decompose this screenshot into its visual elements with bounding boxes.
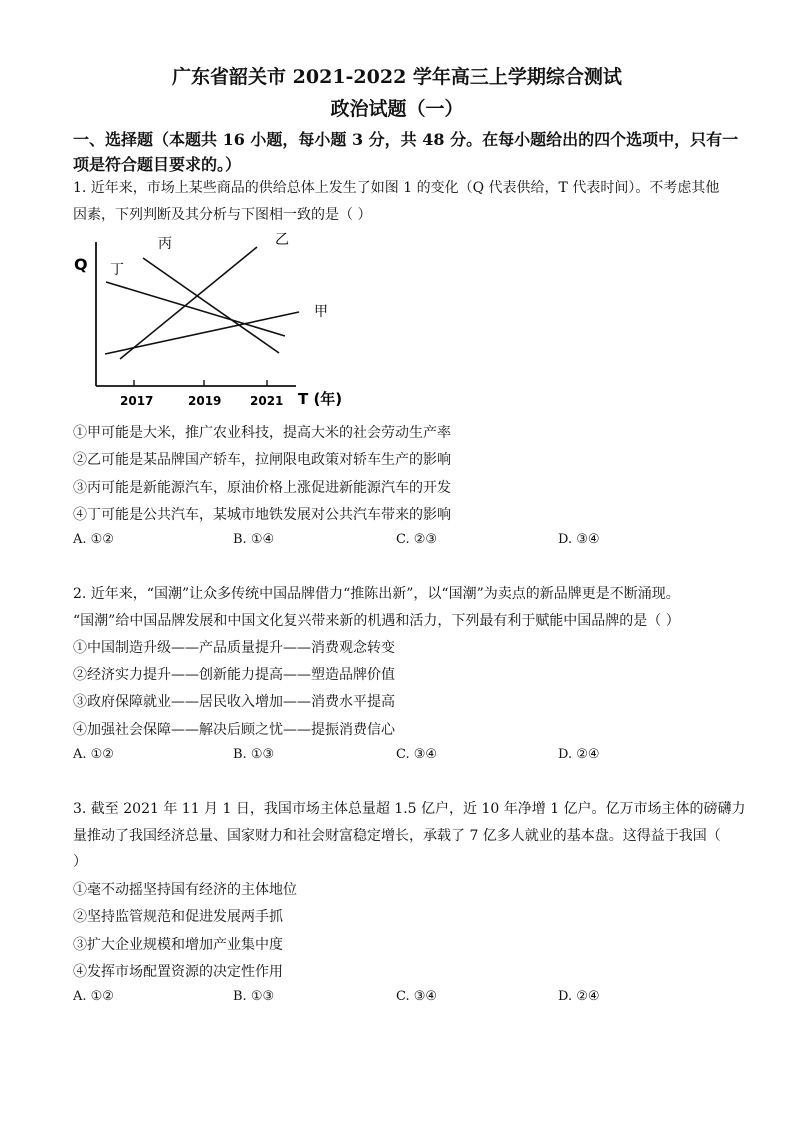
x-tick-label-2017: 2017 <box>120 394 154 408</box>
q2-option-1: ①中国制造升级——产品质量提升——消费观念转变 <box>73 640 395 656</box>
q2-answer-b: B. ①③ <box>233 747 275 762</box>
series-label-bing: 丙 <box>158 236 172 252</box>
q1-answer-c: C. ②③ <box>396 532 438 547</box>
q1-answer-b: B. ①④ <box>233 532 275 547</box>
q2-answer-d: D. ②④ <box>558 747 600 762</box>
q2-answer-a: A. ①② <box>73 747 114 762</box>
x-tick-label-2021: 2021 <box>250 394 284 408</box>
q1-answer-d: D. ③④ <box>558 532 600 547</box>
q1-supply-chart <box>70 228 360 413</box>
q3-option-1: ①毫不动摇坚持国有经济的主体地位 <box>73 882 297 898</box>
q2-option-4: ④加强社会保障——解决后顾之忧——提振消费信心 <box>73 722 395 738</box>
x-tick-label-2019: 2019 <box>188 394 222 408</box>
section-heading-line1: 一、选择题（本题共 16 小题，每小题 3 分，共 48 分。在每小题给出的四个选项中，只有一 <box>73 130 739 149</box>
q3-answer-c: C. ③④ <box>396 989 438 1004</box>
q1-stem-line1: 1. 近年来，市场上某些商品的供给总体上发生了如图 1 的变化（Q 代表供给，T 代表时间）。不考虑其他 <box>73 180 720 196</box>
q1-stem-line2: 因素，下列判断及其分析与下图相一致的是（ ） <box>73 207 372 223</box>
q3-answer-a: A. ①② <box>73 989 114 1004</box>
q2-stem-line1: 2. 近年来，“国潮”让众多传统中国品牌借力“推陈出新”，以“国潮”为卖点的新品牌更是不断涌现。 <box>73 586 680 602</box>
q3-option-2: ②坚持监管规范和促进发展两手抓 <box>73 909 283 925</box>
q3-stem-line1: 3. 截至 2021 年 11 月 1 日，我国市场主体总量超 1.5 亿户，近 10 年净增 1 亿户。亿万市场主体的磅礴力 <box>73 801 746 817</box>
series-line-yi <box>120 247 257 359</box>
q1-option-1: ①甲可能是大米，推广农业科技，提高大米的社会劳动生产率 <box>73 425 451 441</box>
series-label-ding: 丁 <box>110 262 124 278</box>
page-title: 广东省韶关市 2021-2022 学年高三上学期综合测试 <box>172 66 622 88</box>
q3-stem-line3: ） <box>73 854 87 870</box>
page-subtitle: 政治试题（一） <box>330 98 464 120</box>
q2-stem-line2: “国潮”给中国品牌发展和中国文化复兴带来新的机遇和活力，下列最有利于赋能中国品牌的是（ ） <box>73 613 680 629</box>
q2-answer-c: C. ③④ <box>396 747 438 762</box>
q1-option-2: ②乙可能是某品牌国产轿车，拉闸限电政策对轿车生产的影响 <box>73 452 451 468</box>
q3-answer-b: B. ①③ <box>233 989 275 1004</box>
series-label-jia: 甲 <box>314 304 328 320</box>
q1-option-4: ④丁可能是公共汽车，某城市地铁发展对公共汽车带来的影响 <box>73 507 451 523</box>
x-axis-label: T (年) <box>298 390 343 408</box>
q3-option-3: ③扩大企业规模和增加产业集中度 <box>73 937 283 953</box>
q1-answer-a: A. ①② <box>73 532 114 547</box>
series-line-ding <box>106 282 285 336</box>
y-axis-label: Q <box>74 255 88 274</box>
q3-option-4: ④发挥市场配置资源的决定性作用 <box>73 964 283 980</box>
q2-option-2: ②经济实力提升——创新能力提高——塑造品牌价值 <box>73 667 395 683</box>
q1-option-3: ③丙可能是新能源汽车，原油价格上涨促进新能源汽车的开发 <box>73 480 451 496</box>
q2-option-3: ③政府保障就业——居民收入增加——消费水平提高 <box>73 694 395 710</box>
series-line-bing <box>143 258 279 353</box>
section-heading-line2: 项是符合题目要求的。） <box>73 155 242 174</box>
q3-answer-d: D. ②④ <box>558 989 600 1004</box>
q3-stem-line2: 量推动了我国经济总量、国家财力和社会财富稳定增长，承载了 7 亿多人就业的基本盘。这得益于我国（ <box>73 828 721 844</box>
series-label-yi: 乙 <box>275 232 289 248</box>
